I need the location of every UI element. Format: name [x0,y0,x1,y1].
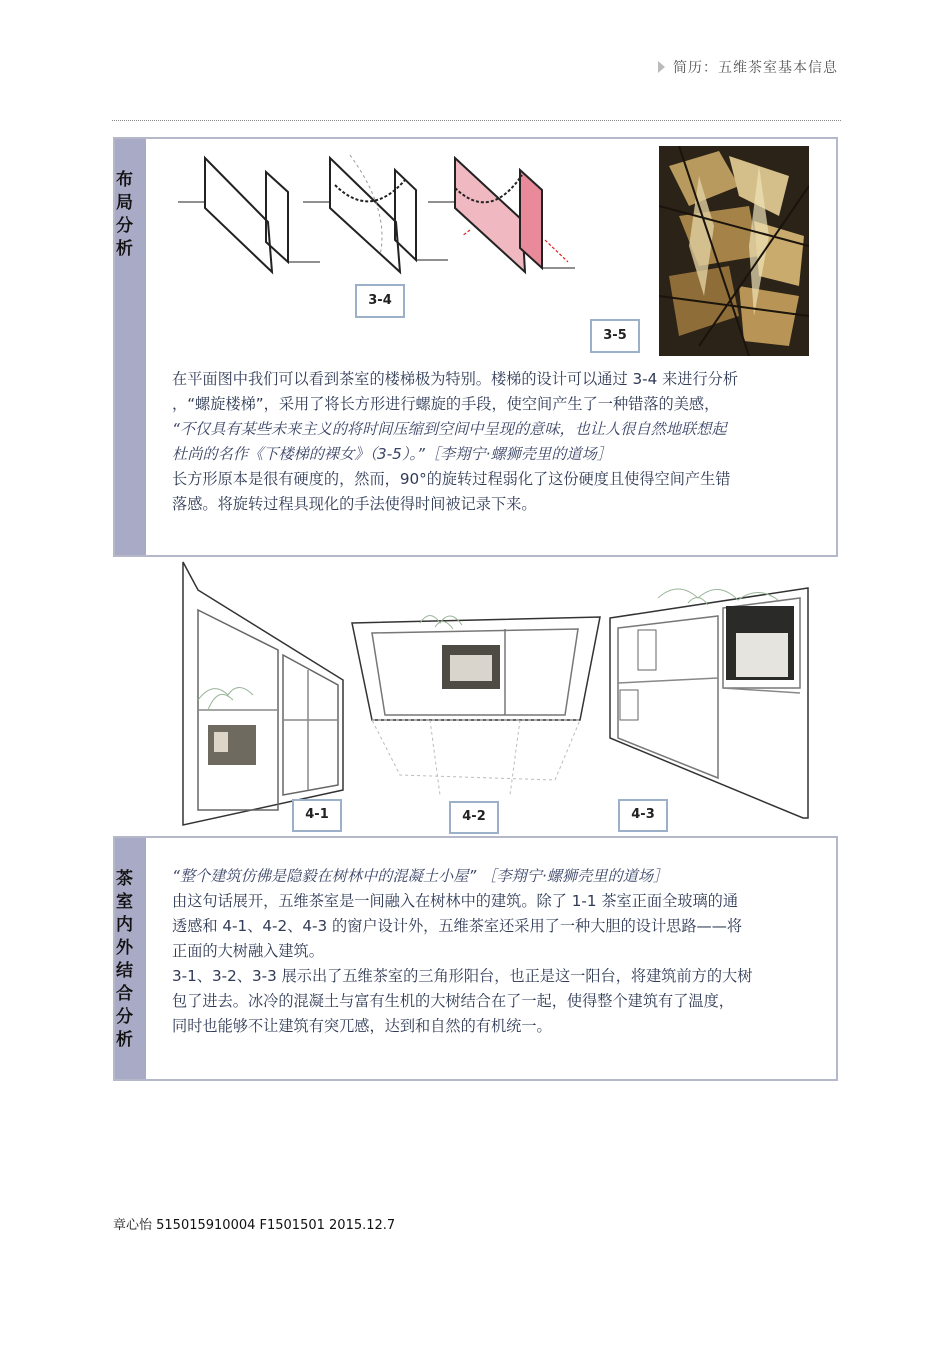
page-header [658,57,838,77]
architecture-diagram-4-3 [608,578,813,823]
text-line: 正面的大树融入建筑。 [172,942,324,960]
text-line: 透感和 4-1、4-2、4-3 的窗户设计外，五维茶室还采用了一种大胆的设计思路——将 [172,917,743,935]
page-footer: 章心怡 515015910004 F1501501 2015.12.7 [113,1218,396,1233]
triangle-bullet-icon [658,61,665,73]
text-line: 在平面图中我们可以看到茶室的楼梯极为特别。楼梯的设计可以通过 3-4 来进行分析 [172,370,739,388]
quote-line: 杜尚的名作《下楼梯的裸女》（3-5）。”［李翔宁·螺狮壳里的道场］ [172,445,612,463]
text-line: ，“螺旋楼梯”，采用了将长方形进行螺旋的手段，使空间产生了一种错落的美感， [172,395,720,413]
text-line: 长方形原本是很有硬度的，然而，90°的旋转过程弱化了这份硬度且使得空间产生错 [172,470,731,488]
architecture-diagram-4-1 [178,560,348,830]
text-line: 同时也能够不让建筑有突兀感，达到和自然的有机统一。 [172,1017,552,1035]
layout-section-title: 布局分析 [116,170,133,259]
text-line: 由这句话展开，五维茶室是一间融入在树林中的建筑。除了 1-1 茶室正面全玻璃的通 [172,892,739,910]
text-line: 3-1、3-2、3-3 展示出了五维茶室的三角形阳台，也正是这一阳台，将建筑前方的大树 [172,967,753,985]
quote-line: “不仅具有某些未来主义的将时间压缩到空间中呈现的意味，也让人很自然地联想起 [172,420,727,438]
relation-section-title: 茶室内外结合分析 [116,869,133,1050]
layout-paragraph [172,367,812,517]
quote-line: “整个建筑仿佛是隐毅在树林中的混凝土小屋” ［李翔宁·螺狮壳里的道场］ [172,867,669,885]
text-line: 包了进去。冰冷的混凝土与富有生机的大树结合在了一起，使得整个建筑有了温度， [172,992,734,1010]
relation-paragraph [172,864,812,1039]
stair-rotation-diagram [170,150,590,280]
figure-caption-3-4: 3-4 [355,284,405,318]
text-line: 落感。将旋转过程具现化的手法使得时间被记录下来。 [172,495,537,513]
nude-descending-painting [659,146,809,356]
figure-caption-4-3: 4-3 [618,799,668,832]
figure-caption-4-2: 4-2 [449,801,499,834]
architecture-diagram-4-2 [350,605,605,805]
figure-caption-4-1: 4-1 [292,799,342,832]
figure-caption-3-5: 3-5 [590,319,640,353]
header-title: 简历：五维茶室基本信息 [673,60,838,76]
header-divider [112,120,841,121]
